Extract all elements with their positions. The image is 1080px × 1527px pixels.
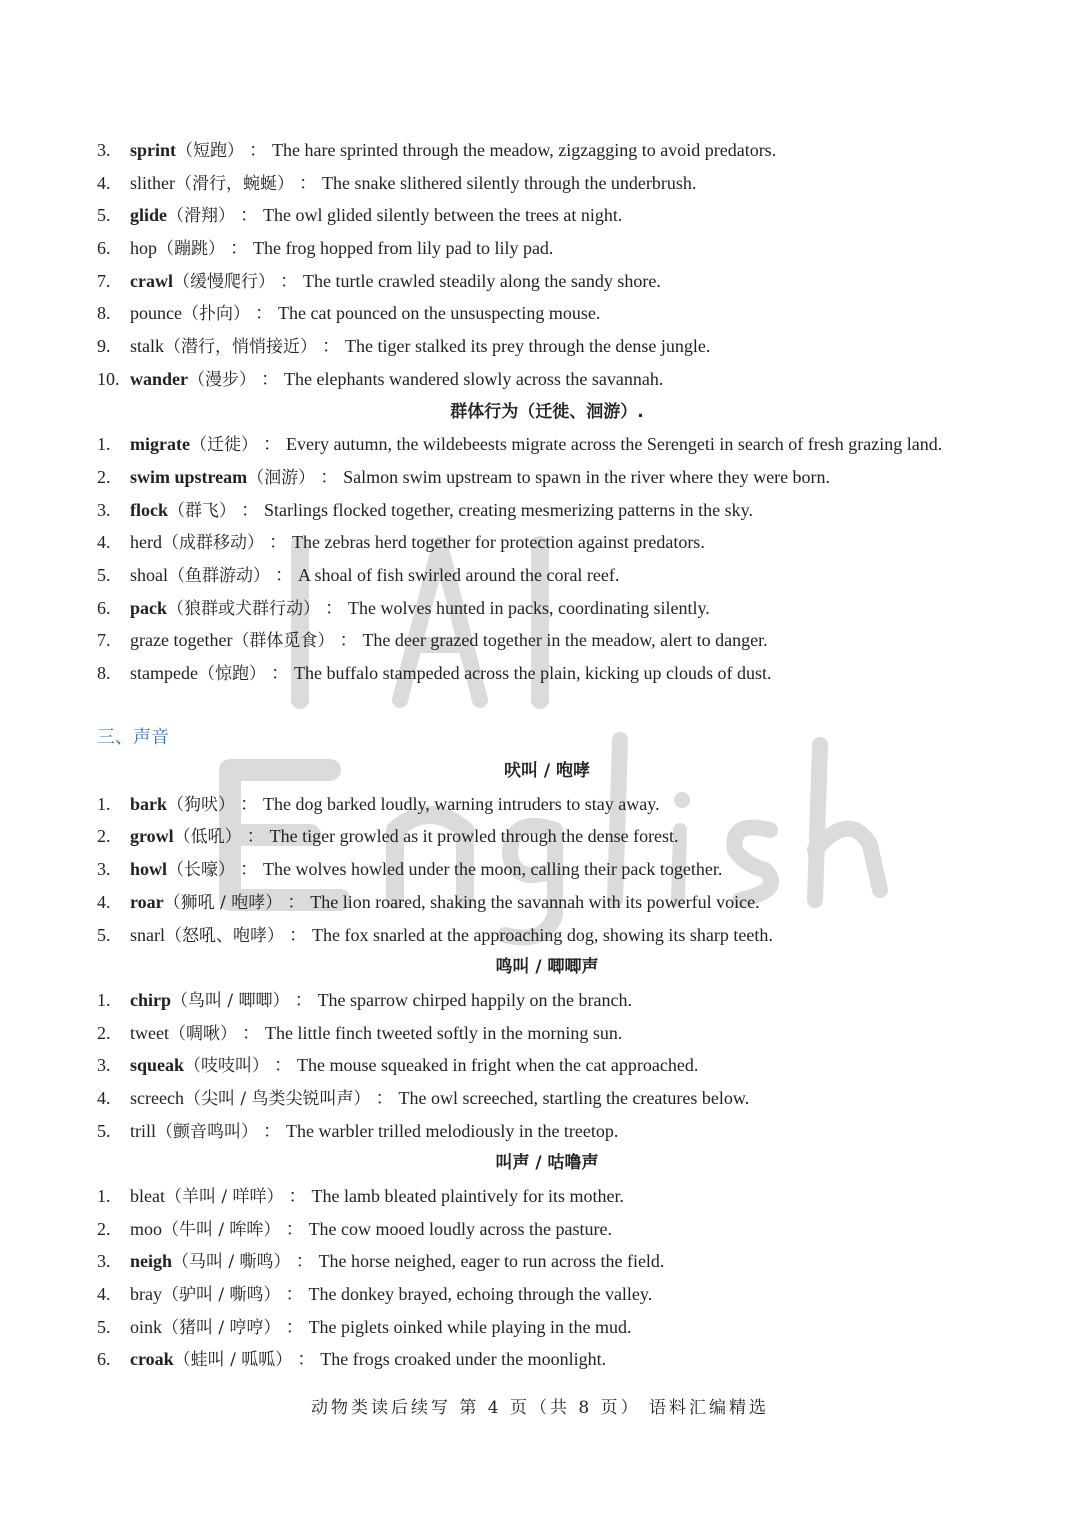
term: squeak xyxy=(130,1055,185,1076)
item-number: 3. xyxy=(97,859,111,880)
list-item xyxy=(97,592,997,625)
example-sentence: The sparrow chirped happily on the branch. xyxy=(317,989,632,1010)
separator: ： xyxy=(246,826,265,847)
item-number: 2. xyxy=(97,1022,111,1043)
chirp-heading: 鸣叫 / 唧唧声 xyxy=(495,957,599,978)
separator: ： xyxy=(275,564,293,585)
list-item xyxy=(97,853,997,886)
item-number: 1. xyxy=(97,989,111,1010)
separator: ： xyxy=(285,1284,304,1305)
bark-roar-heading: 吠叫 / 咆哮 xyxy=(503,761,591,782)
item-number: 5. xyxy=(97,924,111,945)
chinese-gloss: （尖叫 / 鸟类尖锐叫声） xyxy=(183,1088,371,1109)
chinese-gloss: （滑翔） xyxy=(167,206,236,227)
list-item xyxy=(97,820,997,853)
separator: ： xyxy=(249,140,268,160)
separator: ： xyxy=(299,172,317,193)
chinese-gloss: （蹦跳） xyxy=(157,239,225,260)
example-sentence: The dog barked loudly, warning intruders to stay away. xyxy=(263,793,660,814)
term: stalk xyxy=(130,336,164,357)
separator: ： xyxy=(261,368,279,389)
example-sentence: The frog hopped from lily pad to lily pad. xyxy=(253,238,554,259)
chinese-gloss: （马叫 / 嘶鸣） xyxy=(172,1252,291,1273)
list-item xyxy=(97,134,997,167)
chinese-gloss: （啁啾） xyxy=(168,1023,237,1044)
item-number: 5. xyxy=(97,205,111,226)
item-number: 2. xyxy=(97,466,111,487)
term: trill xyxy=(130,1120,156,1141)
item-number: 3. xyxy=(97,499,111,520)
separator: ： xyxy=(320,466,339,487)
item-number: 3. xyxy=(97,1055,111,1076)
list-item xyxy=(97,265,997,298)
example-sentence: The cow mooed loudly across the pasture. xyxy=(308,1218,612,1239)
chinese-gloss: （羊叫 / 咩咩） xyxy=(164,1187,284,1207)
list-item xyxy=(97,788,997,821)
item-number: 5. xyxy=(97,1316,111,1337)
list-item xyxy=(97,886,997,919)
section-heading-sound: 三、声音 xyxy=(97,727,169,749)
list-item xyxy=(97,232,997,265)
chinese-gloss: （惊跑） xyxy=(197,664,266,684)
chinese-gloss: （洄游） xyxy=(247,467,316,488)
separator: ： xyxy=(270,663,289,683)
chinese-gloss: （缓慢爬行） xyxy=(172,271,275,292)
example-sentence: The warbler trilled melodiously in the treetop. xyxy=(286,1120,619,1141)
item-number: 7. xyxy=(97,630,111,651)
example-sentence: Every autumn, the wildebeests migrate across the Serengeti in search of fresh grazing land. xyxy=(285,434,943,455)
term: shoal xyxy=(130,564,168,585)
item-number: 8. xyxy=(97,303,111,324)
chinese-gloss: （狼群或犬群行动） xyxy=(167,598,321,619)
term: howl xyxy=(130,859,168,880)
list-item xyxy=(97,1180,997,1213)
separator: ： xyxy=(294,989,313,1010)
chinese-gloss: （猪叫 / 哼哼） xyxy=(162,1317,281,1338)
item-number: 1. xyxy=(97,434,111,455)
term: moo xyxy=(130,1218,163,1239)
term: tweet xyxy=(130,1022,169,1043)
separator: ： xyxy=(289,924,307,945)
item-number: 8. xyxy=(97,663,111,683)
list-item xyxy=(97,526,997,559)
item-number: 1. xyxy=(97,1186,111,1206)
term: croak xyxy=(130,1349,174,1370)
example-sentence: The little finch tweeted softly in the morning sun. xyxy=(264,1022,623,1043)
term: graze together xyxy=(130,630,233,651)
term: growl xyxy=(130,826,174,847)
call-list xyxy=(97,1180,997,1376)
term: bleat xyxy=(130,1186,165,1206)
item-number: 4. xyxy=(97,891,111,912)
example-sentence: The snake slithered silently through the underbrush. xyxy=(322,172,697,193)
term: stampede xyxy=(130,663,198,683)
chinese-gloss: （扑向） xyxy=(181,304,250,325)
chinese-gloss: （狮吼 / 咆哮） xyxy=(163,892,283,913)
movement-verb-list xyxy=(97,134,997,396)
example-sentence: The hare sprinted through the meadow, zigzagging to avoid predators. xyxy=(272,140,777,160)
example-sentence: The lamb bleated plaintively for its mother. xyxy=(311,1186,624,1206)
separator: ： xyxy=(262,434,281,455)
chinese-gloss: （群体觅食） xyxy=(232,631,335,652)
example-sentence: The buffalo stampeded across the plain, kicking up clouds of dust. xyxy=(293,663,772,683)
call-heading: 叫声 / 咕噜声 xyxy=(495,1153,599,1174)
separator: ： xyxy=(285,1218,304,1239)
list-item xyxy=(97,363,997,396)
item-number: 5. xyxy=(97,1120,111,1141)
example-sentence: The donkey brayed, echoing through the valley. xyxy=(308,1284,653,1305)
term: swim upstream xyxy=(130,466,248,487)
separator: ： xyxy=(254,303,273,324)
chirp-list xyxy=(97,984,997,1147)
example-sentence: Salmon swim upstream to spawn in the river where they were born. xyxy=(343,466,831,487)
chinese-gloss: （蛙叫 / 呱呱） xyxy=(173,1350,293,1371)
separator: ： xyxy=(322,336,340,357)
spacer xyxy=(97,690,997,723)
list-item xyxy=(97,167,997,200)
example-sentence: The zebras herd together for protection against predators. xyxy=(291,532,705,553)
term: migrate xyxy=(130,434,190,455)
chinese-gloss: （狗吠） xyxy=(167,794,236,815)
separator: ： xyxy=(295,1251,314,1272)
list-item xyxy=(97,1213,997,1246)
list-item xyxy=(97,919,997,952)
example-sentence: The tiger stalked its prey through the dense jungle. xyxy=(345,336,711,357)
list-item xyxy=(97,428,997,461)
term: flock xyxy=(130,499,168,520)
example-sentence: The frogs croaked under the moonlight. xyxy=(320,1349,607,1370)
item-number: 2. xyxy=(97,1218,111,1239)
item-number: 3. xyxy=(97,140,111,160)
example-sentence: The horse neighed, eager to run across the field. xyxy=(318,1251,665,1272)
chinese-gloss: （短跑） xyxy=(176,141,245,161)
example-sentence: The owl screeched, startling the creatures below. xyxy=(398,1087,750,1108)
term: wander xyxy=(130,368,188,389)
list-item xyxy=(97,1311,997,1344)
chinese-gloss: （驴叫 / 嘶鸣） xyxy=(161,1285,281,1306)
term: oink xyxy=(130,1316,163,1337)
item-number: 7. xyxy=(97,270,111,291)
item-number: 6. xyxy=(97,597,111,618)
separator: ： xyxy=(263,1120,281,1141)
term: sprint xyxy=(130,140,177,160)
list-item xyxy=(97,657,997,690)
item-number: 1. xyxy=(97,793,111,814)
list-item xyxy=(97,1343,997,1376)
item-number: 3. xyxy=(97,1251,111,1272)
example-sentence: The tiger growled as it prowled through the dense forest. xyxy=(269,826,679,847)
list-item xyxy=(97,624,997,657)
item-number: 4. xyxy=(97,172,111,193)
term: glide xyxy=(130,205,168,226)
example-sentence: The piglets oinked while playing in the mud. xyxy=(308,1316,632,1337)
list-item xyxy=(97,330,997,363)
chinese-gloss: （长嚎） xyxy=(167,860,236,881)
separator: ： xyxy=(285,1316,304,1337)
separator: ： xyxy=(339,630,358,651)
chinese-gloss: （颤音鸣叫） xyxy=(156,1121,258,1142)
separator: ： xyxy=(279,270,298,291)
term: bray xyxy=(130,1284,162,1305)
item-number: 4. xyxy=(97,1087,111,1108)
list-item xyxy=(97,1245,997,1278)
example-sentence: Starlings flocked together, creating mesmerizing patterns in the sky. xyxy=(264,499,753,520)
example-sentence: The elephants wandered slowly across the savannah. xyxy=(284,368,664,389)
list-item xyxy=(97,559,997,592)
separator: ： xyxy=(287,891,306,912)
term: screech xyxy=(130,1087,184,1108)
chinese-gloss: （吱吱叫） xyxy=(184,1056,270,1077)
chinese-gloss: （潜行，悄悄接近） xyxy=(164,337,317,358)
term: pounce xyxy=(130,303,182,324)
term: chirp xyxy=(130,989,172,1010)
list-item xyxy=(97,1049,997,1082)
document-content xyxy=(97,134,997,1376)
bark-roar-list xyxy=(97,788,997,951)
example-sentence: The owl glided silently between the trees at night. xyxy=(263,205,623,226)
chinese-gloss: （怒吼、咆哮） xyxy=(165,925,284,946)
separator: ： xyxy=(297,1349,316,1370)
example-sentence: The fox snarled at the approaching dog, showing its sharp teeth. xyxy=(312,924,773,945)
chinese-gloss: （群飞） xyxy=(168,500,236,521)
group-behavior-heading: 群体行为（迁徙、洄游）. xyxy=(450,401,644,422)
example-sentence: The lion roared, shaking the savannah with its powerful voice. xyxy=(310,891,760,912)
item-number: 10. xyxy=(97,368,120,389)
example-sentence: A shoal of fish swirled around the coral reef. xyxy=(298,564,620,585)
example-sentence: The mouse squeaked in fright when the cat approached. xyxy=(297,1055,699,1076)
term: slither xyxy=(130,172,175,193)
item-number: 2. xyxy=(97,826,111,847)
list-item xyxy=(97,461,997,494)
term: crawl xyxy=(130,270,173,291)
chinese-gloss: （鸟叫 / 唧唧） xyxy=(171,990,290,1011)
example-sentence: The deer grazed together in the meadow, alert to danger. xyxy=(362,630,768,651)
item-number: 6. xyxy=(97,1349,111,1370)
item-number: 4. xyxy=(97,532,111,553)
separator: ： xyxy=(240,205,259,226)
group-behavior-list xyxy=(97,428,997,690)
separator: ： xyxy=(375,1087,394,1108)
term: neigh xyxy=(130,1251,173,1272)
separator: ： xyxy=(241,1022,260,1043)
example-sentence: The wolves howled under the moon, calling their pack together. xyxy=(263,859,723,880)
term: hop xyxy=(130,238,157,259)
item-number: 5. xyxy=(97,564,111,585)
separator: ： xyxy=(325,597,344,618)
list-item xyxy=(97,297,997,330)
list-item xyxy=(97,1017,997,1050)
chinese-gloss: （滑行，蜿蜒） xyxy=(175,173,294,194)
list-item xyxy=(97,1278,997,1311)
list-item xyxy=(97,984,997,1017)
list-item xyxy=(97,1082,997,1115)
term: snarl xyxy=(130,924,165,945)
chinese-gloss: （迁徙） xyxy=(189,435,258,456)
item-number: 9. xyxy=(97,336,111,357)
list-item xyxy=(97,199,997,232)
chinese-gloss: （成群移动） xyxy=(161,533,264,554)
chinese-gloss: （低吼） xyxy=(173,827,242,848)
item-number: 4. xyxy=(97,1284,111,1305)
list-item xyxy=(97,494,997,527)
separator: ： xyxy=(274,1055,293,1076)
separator: ： xyxy=(240,859,259,880)
page-footer: 动物类读后续写 第 4 页（共 8 页） 语料汇编精选 xyxy=(310,1398,770,1418)
example-sentence: The wolves hunted in packs, coordinating silently. xyxy=(348,597,710,618)
item-number: 6. xyxy=(97,238,111,259)
list-item xyxy=(97,1115,997,1148)
separator: ： xyxy=(230,238,248,259)
separator: ： xyxy=(268,532,287,553)
term: roar xyxy=(130,891,164,912)
chinese-gloss: （鱼群游动） xyxy=(168,565,270,586)
term: bark xyxy=(130,793,168,814)
term: pack xyxy=(130,597,168,618)
term: herd xyxy=(130,532,162,553)
separator: ： xyxy=(240,793,259,814)
separator: ： xyxy=(288,1186,307,1206)
chinese-gloss: （漫步） xyxy=(188,369,256,390)
separator: ： xyxy=(241,499,259,520)
chinese-gloss: （牛叫 / 哞哞） xyxy=(162,1219,281,1240)
example-sentence: The turtle crawled steadily along the sandy shore. xyxy=(302,270,661,291)
example-sentence: The cat pounced on the unsuspecting mouse. xyxy=(277,303,601,324)
